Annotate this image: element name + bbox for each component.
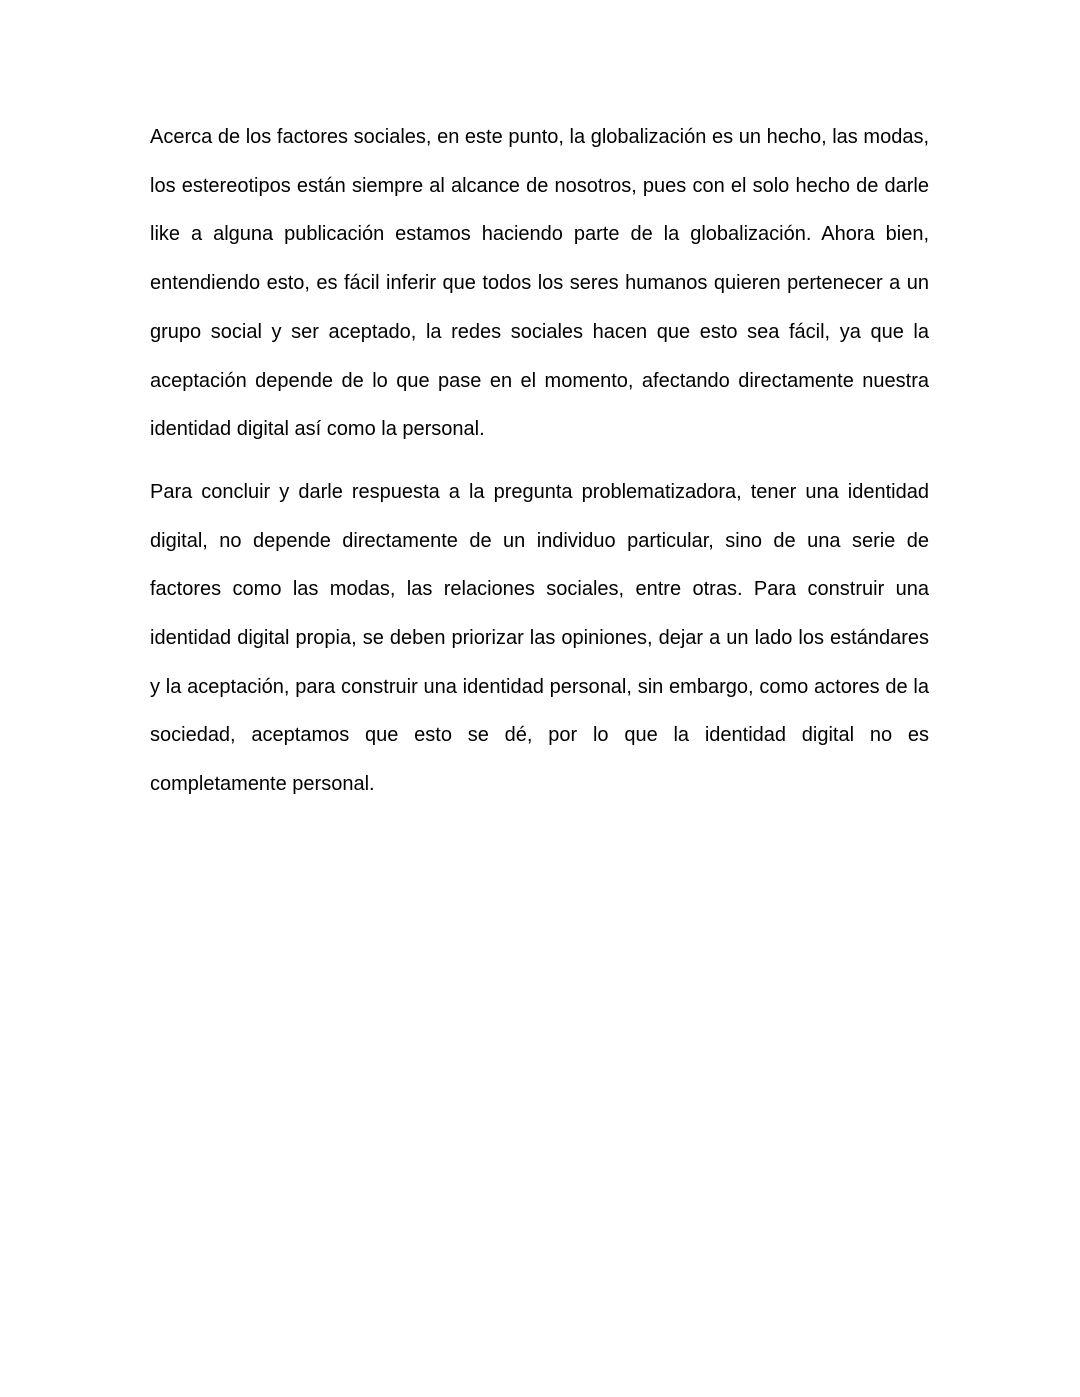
paragraph-conclusion: Para concluir y darle respuesta a la pregunta problematizadora, tener una identidad digital, no depende directamente de un individuo particular, sino de una serie de factores como las modas, las relaciones sociales, entre otras. Para construir una identidad digital propia, se deben priorizar las opiniones, dejar a un lado los estándares y la aceptación, para construir una identidad personal, sin embargo, como actores de la sociedad, aceptamos que esto se dé, por lo que la identidad digital no es completamente personal.: [150, 480, 929, 796]
document-body: [150, 113, 929, 809]
paragraph-social-factors: Acerca de los factores sociales, en este punto, la globalización es un hecho, las modas, los estereotipos están siempre al alcance de nosotros, pues con el solo hecho de darle like a alguna publicación estamos haciendo parte de la globalización. Ahora bien, entendiendo esto, es fácil inferir que todos los seres humanos quieren pertenecer a un grupo social y ser aceptado, la redes sociales hacen que esto sea fácil, ya que la aceptación depende de lo que pase en el momento, afectando directamente nuestra identidad digital así como la personal.: [150, 126, 929, 441]
